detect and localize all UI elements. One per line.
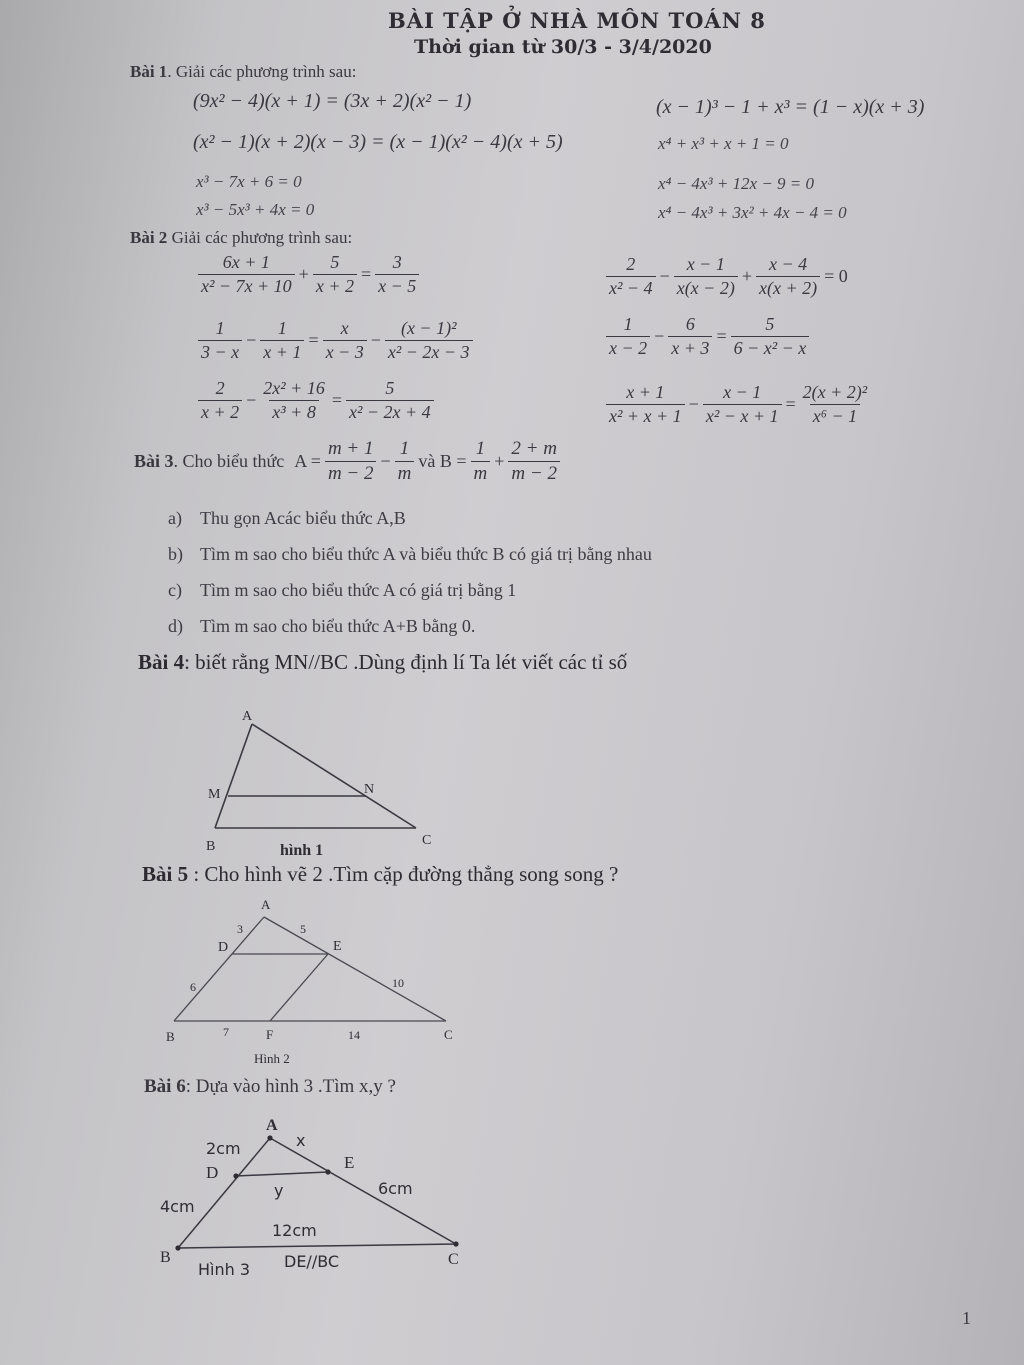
vertex-label-n: N xyxy=(364,782,375,797)
operator: và B = xyxy=(418,451,467,471)
operator: = xyxy=(716,326,727,346)
fraction xyxy=(606,314,650,359)
bai3-item-d: d) Tìm m sao cho biểu thức A+B bằng 0. xyxy=(168,616,476,636)
fraction xyxy=(198,378,242,423)
operator: − xyxy=(370,330,381,350)
bai2-eq-left-3 xyxy=(196,378,436,423)
numerator: 5 xyxy=(385,378,395,398)
fraction xyxy=(395,438,415,485)
denominator: x + 1 xyxy=(260,340,304,363)
numerator: 2 xyxy=(215,378,225,398)
length-bf: 7 xyxy=(223,1025,229,1039)
operator: = xyxy=(308,330,319,350)
fraction xyxy=(756,254,820,299)
denominator: x + 2 xyxy=(198,400,242,423)
fraction xyxy=(731,314,810,359)
operator: = xyxy=(360,264,372,284)
vertex-label-b: B xyxy=(206,839,216,854)
numerator: 1 xyxy=(399,438,410,459)
bai4-heading: Bài 4: biết rằng MN//BC .Dùng định lí Ta lét viết các tỉ số xyxy=(138,650,628,674)
numerator: 2 xyxy=(626,254,636,274)
denominator: m xyxy=(395,461,415,485)
bai3-item-b: b) Tìm m sao cho biểu thức A và biểu thức B có giá trị bằng nhau xyxy=(168,544,652,564)
denominator: x² − 7x + 10 xyxy=(198,274,295,297)
fraction xyxy=(674,254,738,299)
length-db: 6 xyxy=(190,980,196,994)
fraction xyxy=(703,382,782,427)
segment-ac xyxy=(252,724,416,828)
page-title: BÀI TẬP Ở NHÀ MÔN TOÁN 8 xyxy=(388,8,766,33)
bai1-eq-right-1: (x − 1)³ − 1 + x³ = (1 − x)(x + 3) xyxy=(656,96,925,118)
figure-1-caption: hình 1 xyxy=(280,842,324,859)
numerator: 5 xyxy=(765,314,775,334)
denominator: x² − 2x − 3 xyxy=(385,340,473,363)
numerator: x − 1 xyxy=(723,382,762,402)
denominator: x⁶ − 1 xyxy=(810,404,860,427)
bai1-eq-left-4: x³ − 5x³ + 4x = 0 xyxy=(196,200,315,219)
bai3-statement xyxy=(134,438,562,485)
vertex-label-m: M xyxy=(208,787,221,802)
numerator: 1 xyxy=(215,318,225,338)
bai3-expression xyxy=(292,438,562,485)
operator: + xyxy=(298,264,309,284)
operator: − xyxy=(659,266,670,286)
fraction xyxy=(325,438,377,485)
fraction xyxy=(668,314,712,359)
denominator: x(x + 2) xyxy=(756,276,820,299)
bai1-eq-right-3: x⁴ − 4x³ + 12x − 9 = 0 xyxy=(658,174,815,193)
numerator: 1 xyxy=(475,438,486,459)
denominator: x + 2 xyxy=(313,274,357,297)
vertex-label-e: E xyxy=(344,1153,355,1172)
fraction xyxy=(260,378,328,423)
bai1-eq-left-1: (9x² − 4)(x + 1) = (3x + 2)(x² − 1) xyxy=(193,90,472,112)
page-number: 1 xyxy=(962,1308,971,1328)
operator: = xyxy=(331,390,342,410)
numerator: 2(x + 2)² xyxy=(802,382,868,402)
denominator: m − 2 xyxy=(325,461,377,485)
numerator: (x − 1)² xyxy=(400,318,457,338)
vertex-label-a: A xyxy=(261,897,271,912)
bai1-eq-left-3: x³ − 7x + 6 = 0 xyxy=(196,172,302,191)
parallel-note: DE//BC xyxy=(284,1252,340,1271)
length-de: y xyxy=(274,1181,284,1200)
segment-ab xyxy=(215,724,252,828)
length-bc: 12cm xyxy=(272,1221,317,1240)
denominator: x − 5 xyxy=(375,274,419,297)
bai2-heading: Bài 2 Giải các phương trình sau: xyxy=(130,228,353,247)
bai6-heading: Bài 6: Dựa vào hình 3 .Tìm x,y ? xyxy=(144,1076,396,1097)
numerator: 5 xyxy=(330,252,340,272)
denominator: x³ + 8 xyxy=(269,400,319,423)
fraction xyxy=(375,252,419,297)
numerator: x − 1 xyxy=(686,254,725,274)
operator: − xyxy=(688,394,699,414)
length-db: 4cm xyxy=(160,1197,195,1216)
vertex-label-c: C xyxy=(422,833,432,848)
figure-3-caption: Hình 3 xyxy=(198,1260,251,1279)
denominator: x − 3 xyxy=(323,340,367,363)
bai3-item-a: a) Thu gọn Acác biểu thức A,B xyxy=(168,508,406,528)
vertex-label-c: C xyxy=(444,1027,453,1042)
bai2-eq-right-2 xyxy=(604,314,811,359)
vertex-label-a: A xyxy=(266,1117,278,1134)
numerator: 3 xyxy=(392,252,402,272)
denominator: x² − 4 xyxy=(606,276,656,299)
fraction xyxy=(323,318,367,363)
bai1-eq-right-4: x⁴ − 4x³ + 3x² + 4x − 4 = 0 xyxy=(658,203,847,222)
length-ec: 10 xyxy=(392,976,404,990)
length-fc: 14 xyxy=(348,1028,360,1042)
operator: − xyxy=(654,326,665,346)
segment-ac xyxy=(264,917,446,1021)
figure-2-caption: Hình 2 xyxy=(254,1051,290,1066)
operator: − xyxy=(380,451,391,471)
length-ae: 5 xyxy=(300,922,306,936)
operator: − xyxy=(246,330,257,350)
numerator: x xyxy=(340,318,349,338)
bai3-item-c: c) Tìm m sao cho biểu thức A có giá trị bằng 1 xyxy=(168,580,517,600)
denominator: 6 − x² − x xyxy=(731,336,810,359)
denominator: x + 3 xyxy=(668,336,712,359)
bai2-eq-left-1 xyxy=(196,252,421,297)
numerator: 1 xyxy=(623,314,633,334)
segment-ab xyxy=(174,917,264,1021)
numerator: 6 xyxy=(685,314,695,334)
vertex-label-b: B xyxy=(160,1249,171,1266)
numerator: x − 4 xyxy=(768,254,808,274)
figure-3 xyxy=(150,1108,480,1288)
segment-de xyxy=(236,1172,328,1176)
fraction xyxy=(471,438,491,485)
figure-2 xyxy=(160,895,470,1075)
length-ae: x xyxy=(296,1131,306,1150)
length-ad: 2cm xyxy=(206,1139,241,1158)
bai1-heading: Bài 1. Giải các phương trình sau: xyxy=(130,62,357,81)
bai2-eq-right-3 xyxy=(604,382,872,427)
numerator: m + 1 xyxy=(327,438,374,459)
segment-ef xyxy=(270,954,328,1021)
bai2-eq-right-1 xyxy=(604,254,850,299)
vertex-label-f: F xyxy=(266,1027,274,1042)
fraction xyxy=(260,318,304,363)
fraction xyxy=(198,318,242,363)
fraction xyxy=(508,438,560,485)
fraction xyxy=(606,382,685,427)
bai1-eq-left-2: (x² − 1)(x + 2)(x − 3) = (x − 1)(x² − 4)(x + 5) xyxy=(193,131,563,153)
figure-1 xyxy=(190,700,460,870)
fraction xyxy=(346,378,434,423)
vertex-label-b: B xyxy=(166,1029,175,1044)
bai1-eq-right-2: x⁴ + x³ + x + 1 = 0 xyxy=(658,134,789,153)
denominator: x² − 2x + 4 xyxy=(346,400,434,423)
operator: = xyxy=(785,394,796,414)
denominator: x − 2 xyxy=(606,336,650,359)
vertex-label-a: A xyxy=(242,709,253,724)
denominator: m − 2 xyxy=(508,461,560,485)
denominator: 3 − x xyxy=(198,340,242,363)
length-ec: 6cm xyxy=(378,1179,413,1198)
vertex-label-e: E xyxy=(333,939,342,954)
bai5-heading: Bài 5 : Cho hình vẽ 2 .Tìm cặp đường thẳng song song ? xyxy=(142,862,619,886)
denominator: x² + x + 1 xyxy=(606,404,685,427)
operator: + xyxy=(494,451,505,471)
page-subtitle: Thời gian từ 30/3 - 3/4/2020 xyxy=(414,36,712,58)
length-ad: 3 xyxy=(237,922,243,936)
denominator: x² − x + 1 xyxy=(703,404,782,427)
operator: + xyxy=(741,266,752,286)
fraction xyxy=(606,254,656,299)
numerator: 6x + 1 xyxy=(222,252,270,272)
bai3-heading: Bài 3. Cho biểu thức xyxy=(134,451,285,471)
bai2-eq-left-2 xyxy=(196,318,475,363)
vertex-label-d: D xyxy=(206,1163,219,1182)
operator: = 0 xyxy=(824,266,848,286)
numerator: 2x² + 16 xyxy=(263,378,325,398)
segment-bc xyxy=(178,1244,456,1248)
numerator: x + 1 xyxy=(626,382,665,402)
operator: A = xyxy=(294,451,321,471)
operator: − xyxy=(246,390,257,410)
fraction xyxy=(313,252,357,297)
denominator: m xyxy=(471,461,491,485)
fraction xyxy=(385,318,473,363)
numerator: 1 xyxy=(277,318,287,338)
vertex-label-d: D xyxy=(218,940,229,955)
fraction xyxy=(800,382,871,427)
denominator: x(x − 2) xyxy=(674,276,738,299)
fraction xyxy=(198,252,295,297)
vertex-label-c: C xyxy=(448,1251,459,1268)
numerator: 2 + m xyxy=(511,438,557,459)
